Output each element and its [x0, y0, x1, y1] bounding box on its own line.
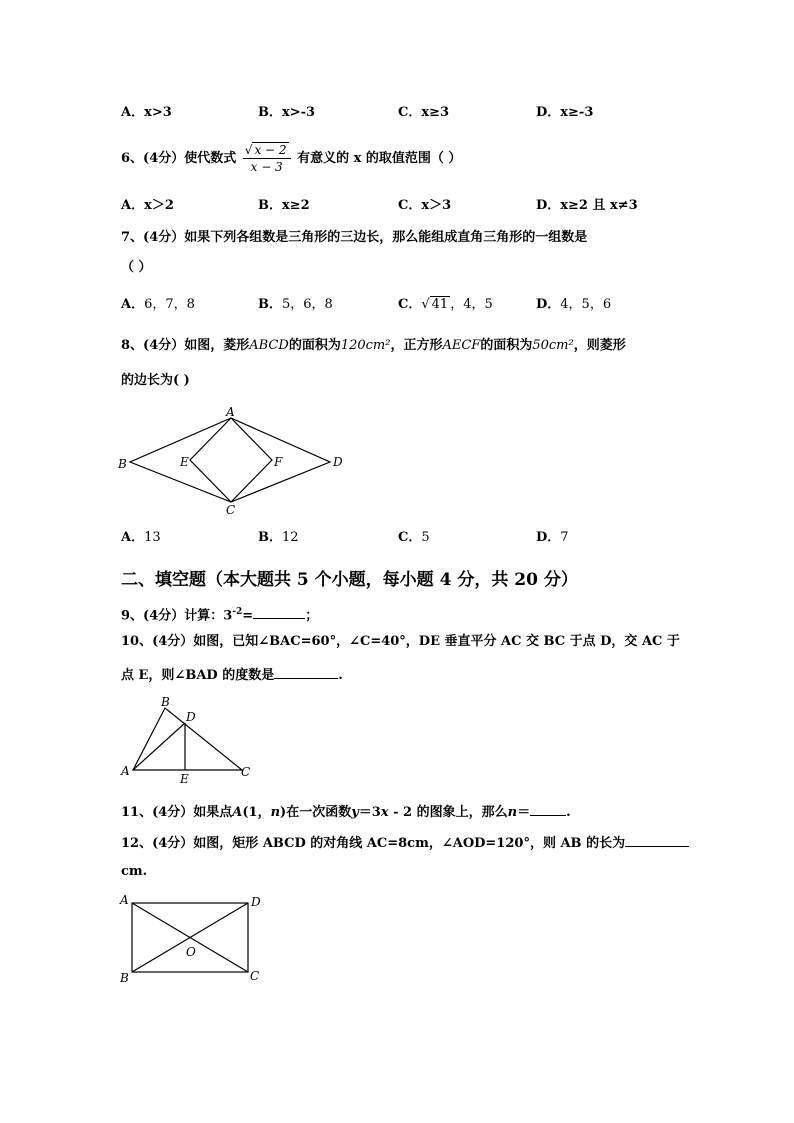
q8-stem-line2: 的边长为( )	[121, 373, 190, 388]
q10-stem-line2: 点 E，则∠BAD 的度数是 .	[121, 668, 343, 683]
q7-option-a: A．6，7，8	[121, 297, 195, 312]
q8-stem: 8、(4分）如图，菱形ABCD的面积为120cm²，正方形AECF的面积为50cm²，则菱形	[121, 338, 626, 353]
q6-option-c: C．x＞3	[398, 198, 452, 213]
label-b: B	[118, 457, 127, 471]
label-a: A	[226, 405, 235, 419]
section-title: 二、填空题（本大题共 5 个小题，每小题 4 分，共 20 分）	[121, 570, 578, 590]
q7-paren: （ ）	[121, 260, 152, 275]
q7-option-b: B．5，6，8	[258, 297, 333, 312]
q6-stem: 6、(4分）使代数式 $\frac{√ x - 2}{x - 3}$ 有意义的 x 的取值范围（ ）	[121, 143, 462, 174]
q11-stem: 11、(4分）如果点A(1，n)在一次函数y＝3x - 2 的图象上，那么n＝ .	[121, 805, 571, 820]
q8-option-d: D．7	[536, 530, 569, 545]
q5-option-d: D．x≥-3	[536, 105, 594, 120]
q9-answer-blank[interactable]	[253, 606, 305, 619]
label-b: B	[120, 971, 129, 985]
label-b: B	[161, 695, 170, 709]
label-a: A	[121, 764, 130, 778]
label-e: E	[180, 772, 189, 784]
q5-option-a: A．x>3	[121, 105, 172, 120]
q7-option-d: D．4，5，6	[536, 297, 612, 312]
q8-rhombus-figure	[110, 400, 350, 520]
label-d: D	[333, 455, 343, 469]
q5-option-b: B．x>-3	[258, 105, 316, 120]
q6-option-a: A．x＞2	[121, 198, 174, 213]
q5-option-c: C．x≥3	[398, 105, 450, 120]
label-c: C	[250, 969, 260, 983]
q12-rectangle-figure	[112, 890, 272, 988]
label-c: C	[226, 503, 236, 517]
q12-stem: 12、(4分）如图，矩形 ABCD 的对角线 AC=8cm，∠AOD=120°，则 AB 的长为	[121, 834, 689, 852]
label-d: D	[186, 710, 196, 724]
q7-stem: 7、(4分）如果下列各组数是三角形的三边长，那么能组成直角三角形的一组数是	[121, 230, 588, 245]
q11-answer-blank[interactable]	[530, 803, 566, 816]
q10-triangle-figure	[115, 692, 260, 784]
label-f: F	[274, 455, 283, 469]
label-d: D	[251, 895, 261, 909]
rhombus-abcd	[130, 418, 330, 502]
q7-option-c: C．√ 41 ，4，5	[398, 297, 493, 312]
q8-option-b: B．12	[258, 530, 299, 545]
q9-stem: 9、(4分）计算：$3^{-2}=$ ；	[121, 607, 319, 624]
q8-option-c: C．5	[398, 530, 430, 545]
q6-option-b: B．x≥2	[258, 198, 310, 213]
label-o: O	[186, 945, 196, 959]
q12-stem-line2: cm.	[121, 864, 148, 879]
q6-fraction: $\frac{√ x - 2}{x - 3}$	[243, 142, 291, 175]
label-a: A	[120, 893, 129, 907]
q10-answer-blank[interactable]	[274, 666, 338, 679]
q10-stem: 10、(4分）如图，已知∠BAC=60°，∠C=40°，DE 垂直平分 AC 交 BC 于点 D，交 AC 于	[121, 634, 680, 649]
q6-option-d: D．x≥2 且 x≠3	[536, 198, 638, 213]
label-c: C	[241, 765, 251, 779]
q8-option-a: A．13	[121, 530, 161, 545]
label-e: E	[180, 455, 189, 469]
q12-answer-blank[interactable]	[625, 834, 689, 847]
segment-ad	[133, 723, 185, 770]
